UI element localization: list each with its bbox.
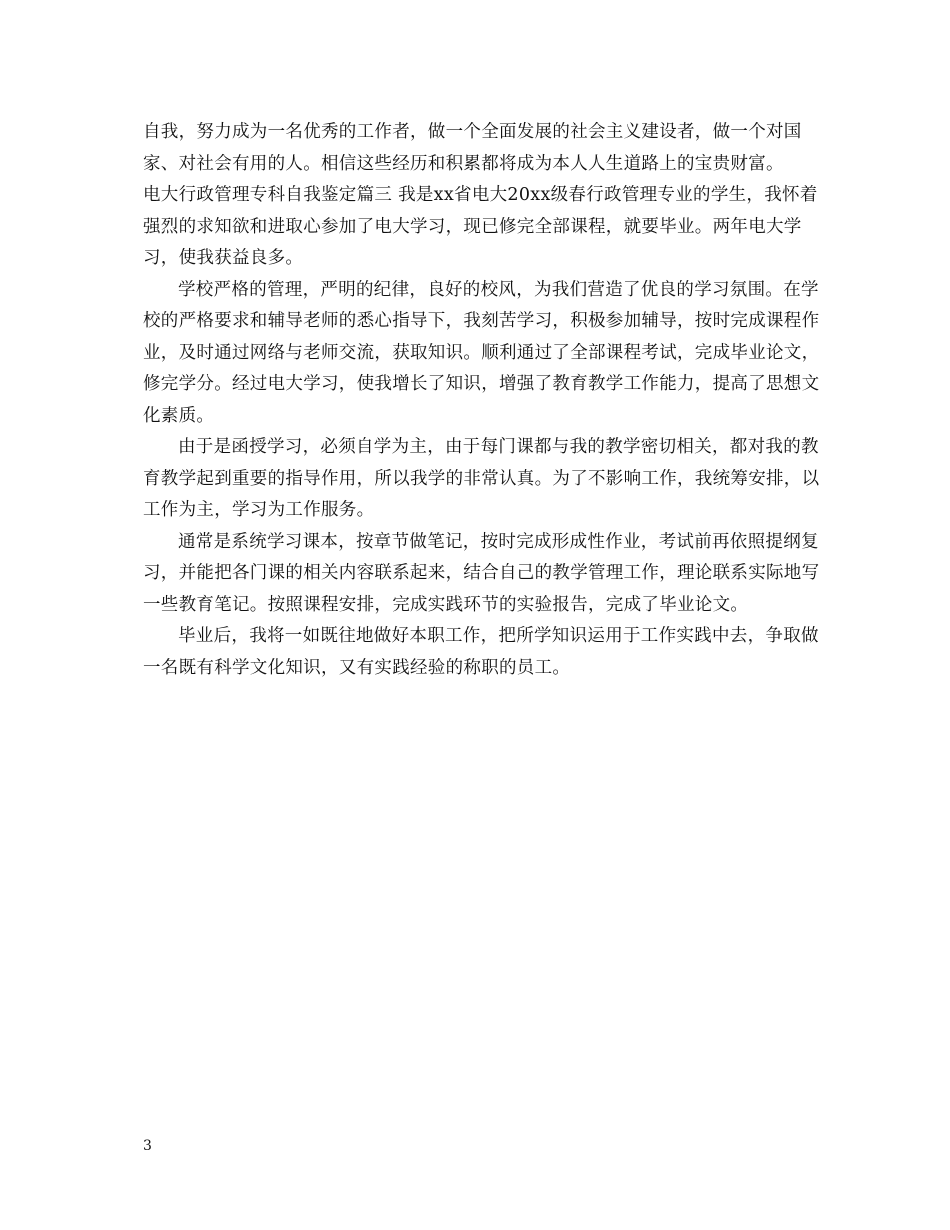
paragraph: 通常是系统学习课本，按章节做笔记，按时完成形成性作业，考试前再依照提纲复习，并能把各门课的相关内容联系起来，结合自己的教学管理工作，理论联系实际地写一些教育笔记。按照课程安排，完成实践环节的实验报告，完成了毕业论文。 (143, 531, 820, 615)
paragraph-text: 我是xx省电大20xx级春行政管理专业的学生，我怀着强烈的求知欲和进取心参加了电大学习，现已修完全部课程，就要毕业。两年电大学习，使我获益良多。 (143, 185, 818, 268)
paragraph-with-heading (143, 180, 823, 275)
paragraph: 自我，努力成为一名优秀的工作者，做一个全面发展的社会主义建设者，做一个对国家、对社会有用的人。相信这些经历和积累都将成为本人人生道路上的宝贵财富。 (143, 122, 802, 174)
paragraph: 学校严格的管理，严明的纪律，良好的校风，为我们营造了优良的学习氛围。在学校的严格要求和辅导老师的悉心指导下，我刻苦学习，积极参加辅导，按时完成课程作业，及时通过网络与老师交流，获取知识。顺利通过了全部课程考试，完成毕业论文，修完学分。经过电大学习，使我增长了知识，增强了教育教学工作能力，提高了思想文化素质。 (143, 279, 820, 426)
section-heading: 电大行政管理专科自我鉴定篇三 (143, 185, 393, 205)
paragraph: 由于是函授学习，必须自学为主，由于每门课都与我的教学密切相关，都对我的教育教学起到重要的指导作用，所以我学的非常认真。为了不影响工作，我统筹安排，以工作为主，学习为工作服务。 (143, 437, 820, 520)
paragraph: 毕业后，我将一如既往地做好本职工作，把所学知识运用于工作实践中去，争取做一名既有科学文化知识，又有实践经验的称职的员工。 (143, 626, 819, 678)
page-number: 3 (143, 1138, 152, 1154)
document-body (143, 117, 823, 684)
